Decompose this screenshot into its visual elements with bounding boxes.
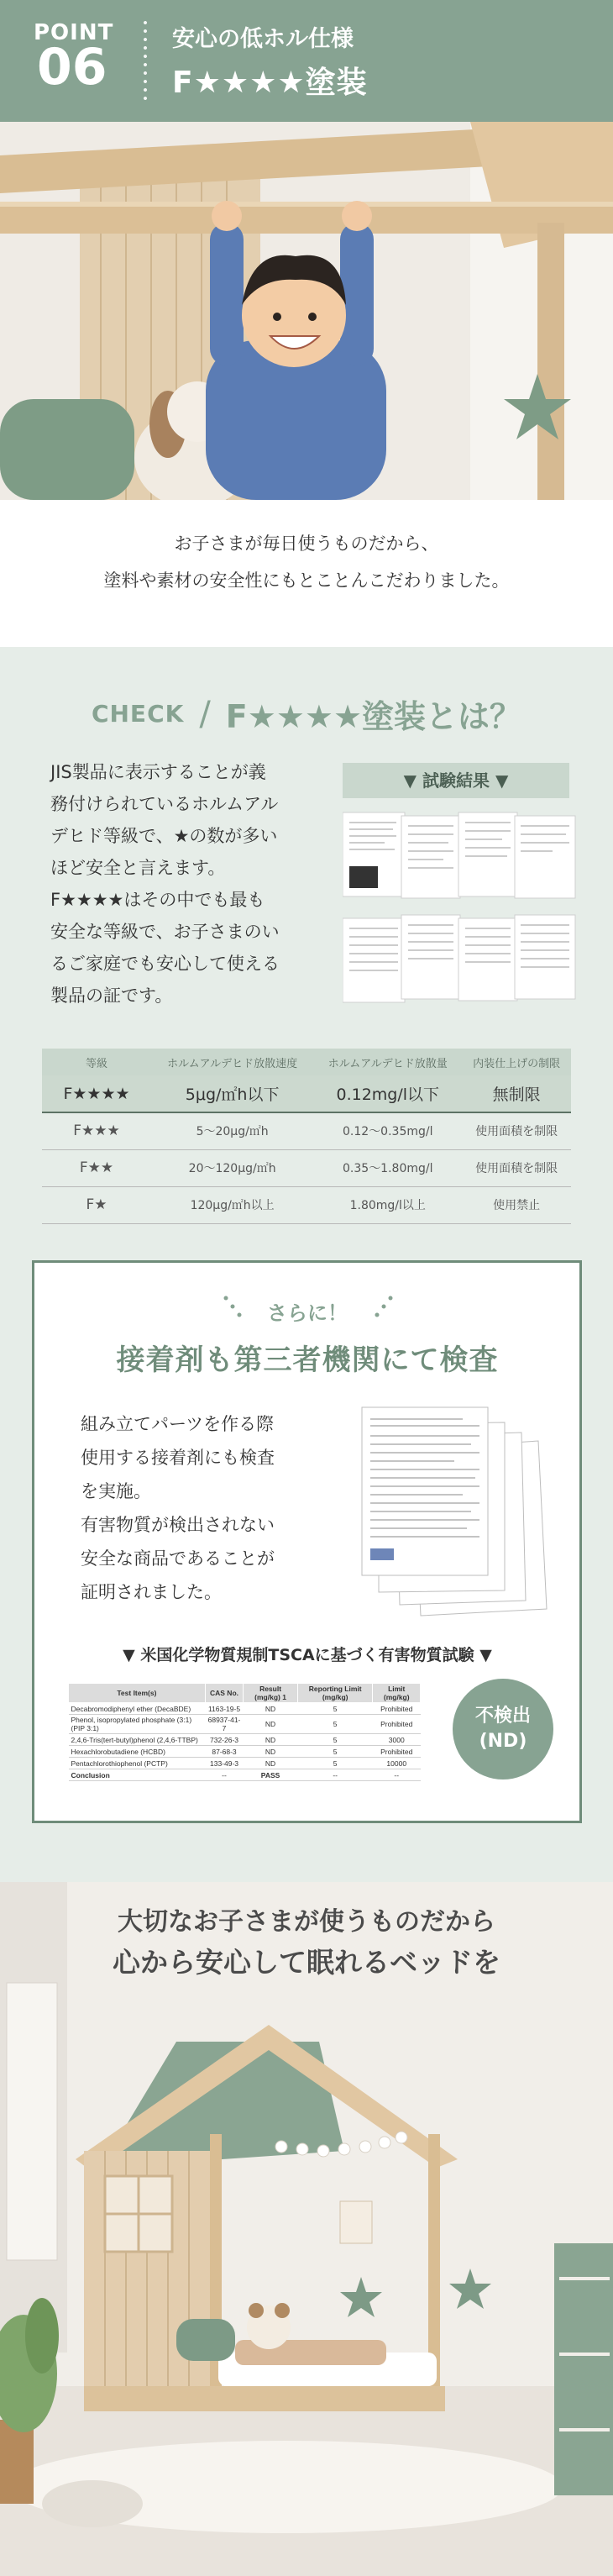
table-cell: Prohibited (373, 1703, 421, 1715)
table-cell: ND (244, 1746, 298, 1758)
table-cell: 0.35～1.80mg/l (313, 1149, 462, 1186)
table-cell: ND (244, 1703, 298, 1715)
point-label: POINT (34, 20, 114, 45)
table-row (69, 1758, 421, 1769)
desc-line: るご家庭でも安心して使える (50, 954, 280, 974)
table-row (42, 1112, 571, 1149)
point-header (0, 0, 613, 122)
check-heading (0, 691, 613, 737)
table-cell: 732-26-3 (205, 1734, 243, 1746)
table-cell: Prohibited (373, 1715, 421, 1734)
table-cell: 5 (297, 1703, 373, 1715)
table-cell: ND (244, 1758, 298, 1769)
table-cell: F★ (42, 1186, 151, 1223)
badge-line-2: (ND) (479, 1731, 527, 1752)
table-cell: Hexachlorobutadiene (HCBD) (69, 1746, 206, 1758)
table-cell: F★★★ (42, 1112, 151, 1149)
adhesive-report-documents (337, 1399, 563, 1617)
header-subtitle: 安心の低ホル仕様 (172, 26, 354, 52)
table-cell: 1163-19-5 (205, 1703, 243, 1715)
table-cell: -- (373, 1769, 421, 1781)
table-cell: 使用禁止 (462, 1186, 571, 1223)
table-cell: 10000 (373, 1758, 421, 1769)
table-cell: 5～20μg/㎡h (151, 1112, 313, 1149)
table-cell: F★★ (42, 1149, 151, 1186)
table-cell: Phenol, isopropylated phosphate (3:1) (PIP 3:1) (69, 1715, 206, 1734)
table-cell: 5 (297, 1746, 373, 1758)
table-cell: 無制限 (462, 1075, 571, 1112)
table-cell: ND (244, 1715, 298, 1734)
closing-line-2: 心から安心して眠れるベッドを (113, 1946, 500, 1979)
table-cell: 87-68-3 (205, 1746, 243, 1758)
adhesive-test-box (32, 1260, 582, 1823)
dotted-divider (143, 18, 148, 104)
table-cell: 使用面積を制限 (462, 1149, 571, 1186)
table-cell: 使用面積を制限 (462, 1112, 571, 1149)
tsca-result-table (68, 1683, 421, 1781)
adhesive-title: 接着剤も第三者機関にて検査 (116, 1343, 499, 1377)
desc-line: 安全な等級で、お子さまのい (50, 922, 280, 942)
table-row (42, 1075, 571, 1112)
tsca-heading: ▼ 米国化学物質規制TSCAに基づく有害物質試験 ▼ (123, 1646, 492, 1664)
table-cell: 0.12mg/l以下 (313, 1075, 462, 1112)
table-header: Reporting Limit (mg/kg) (297, 1684, 373, 1703)
table-row (69, 1746, 421, 1758)
table-cell: Conclusion (69, 1769, 206, 1781)
desc-line: F★★★★はその中でも最も (50, 890, 265, 910)
table-row (42, 1149, 571, 1186)
table-cell: 5 (297, 1734, 373, 1746)
table-row (42, 1186, 571, 1223)
adhesive-description (81, 1407, 349, 1609)
table-cell: ND (244, 1734, 298, 1746)
check-slash: / (199, 694, 211, 733)
table-header: ホルムアルデヒド放散量 (313, 1049, 462, 1075)
desc-line: を実施。 (81, 1481, 151, 1501)
table-cell: Pentachlorothiophenol (PCTP) (69, 1758, 206, 1769)
table-header: Limit (mg/kg) (373, 1684, 421, 1703)
table-header: Test Item(s) (69, 1684, 206, 1703)
desc-line: 使用する接着剤にも検査 (81, 1448, 275, 1468)
table-header: Result (mg/kg) 1 (244, 1684, 298, 1703)
table-cell: F★★★★ (42, 1075, 151, 1112)
table-cell: -- (297, 1769, 373, 1781)
table-header: 等級 (42, 1049, 151, 1075)
house-bed-room-photo (0, 1882, 613, 2576)
table-cell: 133-49-3 (205, 1758, 243, 1769)
table-cell: 5μg/㎡h以下 (151, 1075, 313, 1112)
table-row (69, 1715, 421, 1734)
desc-line: 組み立てパーツを作る際 (81, 1414, 275, 1434)
table-cell: 5 (297, 1715, 373, 1734)
desc-line: 証明されました。 (81, 1582, 222, 1602)
table-cell: 68937-41-7 (205, 1715, 243, 1734)
child-on-bed-photo (0, 122, 613, 500)
test-result-label: ▼ 試験結果 ▼ (343, 763, 569, 798)
point-number: 06 (37, 38, 107, 97)
test-report-documents (343, 811, 578, 1004)
intro-line-1: お子さまが毎日使うものだから、 (174, 534, 439, 554)
table-cell: 1.80mg/l以上 (313, 1186, 462, 1223)
desc-line: 有害物質が検出されない (81, 1515, 275, 1535)
not-detected-badge (453, 1679, 553, 1780)
table-row (69, 1703, 421, 1715)
header-title: F★★★★塗装 (172, 66, 368, 100)
closing-line-1: 大切なお子さまが使うものだから (118, 1907, 495, 1937)
desc-line: デヒド等級で、★の数が多い (50, 826, 278, 846)
check-section (0, 647, 613, 1882)
table-cell: 20～120μg/㎡h (151, 1149, 313, 1186)
intro-line-2: 塗料や素材の安全性にもとことんこだわりました。 (103, 570, 510, 591)
check-title: F★★★★塗装とは？ (225, 698, 522, 735)
desc-line: 安全な商品であることが (81, 1548, 275, 1569)
table-row (69, 1769, 421, 1781)
badge-line-1: 不検出 (474, 1706, 531, 1727)
adhesive-subtitle: さらに！ (267, 1301, 348, 1325)
table-cell: -- (205, 1769, 243, 1781)
desc-line: ほど安全と言えます。 (50, 858, 226, 878)
table-cell: Prohibited (373, 1746, 421, 1758)
desc-line: 製品の証です。 (50, 986, 173, 1006)
table-cell: Decabromodiphenyl ether (DecaBDE) (69, 1703, 206, 1715)
table-cell: 120μg/㎡h以上 (151, 1186, 313, 1223)
table-cell: 2,4,6-Tris(tert-butyl)phenol (2,4,6-TTBP) (69, 1734, 206, 1746)
intro-text (0, 500, 613, 647)
table-header: 内装仕上げの制限 (462, 1049, 571, 1075)
table-cell: 3000 (373, 1734, 421, 1746)
desc-line: 務付けられているホルムアル (50, 794, 279, 814)
table-cell: 0.12～0.35mg/l (313, 1112, 462, 1149)
check-description (50, 756, 319, 1012)
desc-line: JIS製品に表示することが義 (50, 762, 266, 782)
table-header: CAS No. (205, 1684, 243, 1703)
check-label: CHECK (91, 700, 185, 728)
table-header: ホルムアルデヒド放散速度 (151, 1049, 313, 1075)
table-cell: 5 (297, 1758, 373, 1769)
table-row (69, 1734, 421, 1746)
sparkle-icon (370, 1293, 396, 1323)
table-cell: PASS (244, 1769, 298, 1781)
formaldehyde-grade-table (42, 1049, 571, 1224)
